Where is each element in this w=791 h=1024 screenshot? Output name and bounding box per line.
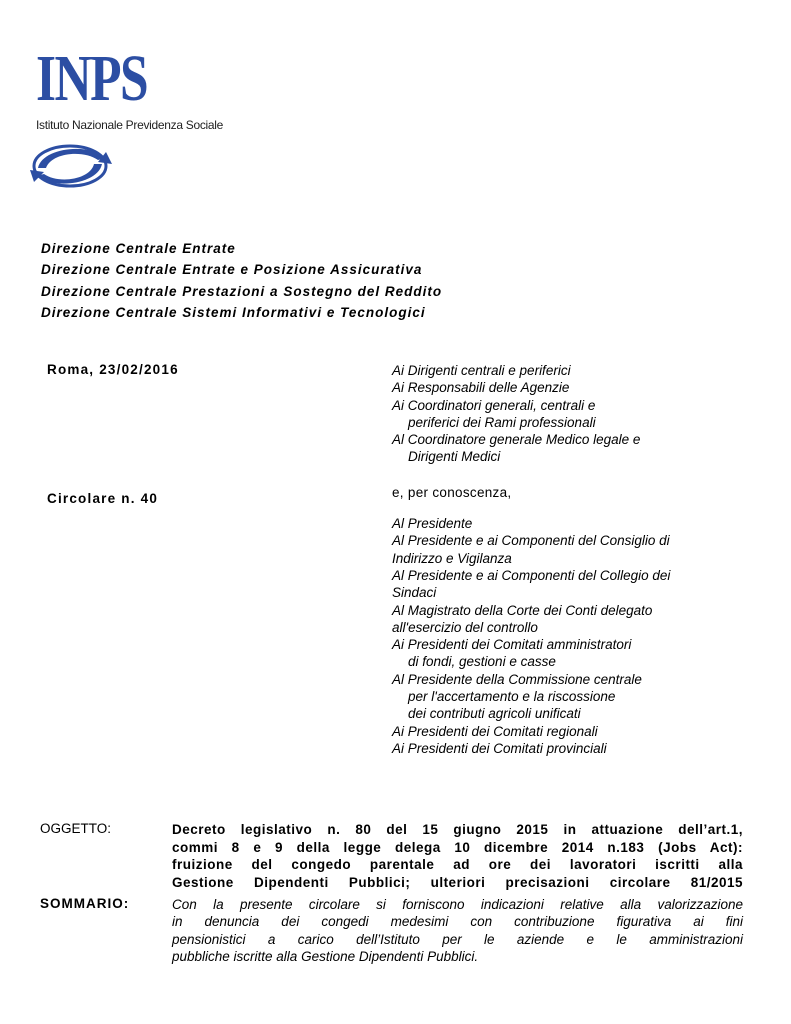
cc-recipient-line: Ai Presidenti dei Comitati regionali — [392, 723, 598, 739]
cc-recipient-line: per l'accertamento e la riscossione — [408, 689, 616, 705]
summary-line: in denuncia dei congedi medesimi con contribuzione figurativa ai fini — [172, 914, 743, 930]
recipient-line: Ai Coordinatori generali, centrali e — [392, 397, 596, 413]
cc-label: e, per conoscenza, — [392, 484, 512, 500]
summary-label: SOMMARIO: — [40, 896, 130, 911]
subject-text — [172, 821, 743, 891]
directorate-line: Direzione Centrale Prestazioni a Sostegno del Reddito — [41, 283, 443, 299]
inps-arrows-icon — [28, 138, 118, 194]
cc-recipient-line: all'esercizio del controllo — [392, 619, 538, 635]
subject-line: Gestione Dipendenti Pubblici; ulteriori precisazioni circolare 81/2015 — [172, 874, 743, 890]
cc-recipient-line: Indirizzo e Vigilanza — [392, 550, 512, 566]
recipient-line: Ai Dirigenti centrali e periferici — [392, 363, 571, 378]
summary-line: pubbliche iscritte alla Gestione Dipendenti Pubblici. — [172, 948, 479, 964]
cc-recipient-line: Ai Presidenti dei Comitati amministratori — [392, 637, 632, 653]
recipients-block — [392, 362, 670, 757]
cc-recipient-line: Al Presidente e ai Componenti del Consiglio di — [392, 533, 670, 549]
cc-recipient-line: Al Presidente e ai Componenti del Collegio dei — [392, 567, 671, 583]
recipient-line: Ai Responsabili delle Agenzie — [392, 380, 570, 396]
circular-number: Circolare n. 40 — [47, 491, 159, 506]
directorate-line: Direzione Centrale Entrate — [41, 241, 236, 256]
cc-recipient-line: Al Magistrato della Corte dei Conti delegato — [392, 602, 653, 618]
inps-logo — [36, 42, 266, 196]
summary-line: pensionistici a carico dell’Istituto per le aziende e le amministrazioni — [172, 931, 743, 947]
logo-title: INPS — [36, 42, 148, 115]
cc-recipient-line: Ai Presidenti dei Comitati provinciali — [392, 740, 607, 756]
subject-line: Decreto legislativo n. 80 del 15 giugno 2015 in attuazione dell’art.1, — [172, 822, 743, 837]
summary-line: Con la presente circolare si forniscono indicazioni relative alla valorizzazione — [172, 897, 743, 912]
recipient-line: Dirigenti Medici — [408, 449, 501, 465]
subject-line: commi 8 e 9 della legge delega 10 dicembre 2014 n.183 (Jobs Act): — [172, 839, 743, 855]
directorate-line: Direzione Centrale Sistemi Informativi e Tecnologici — [41, 304, 426, 320]
subject-label: OGGETTO: — [40, 821, 112, 836]
cc-recipient-line: di fondi, gestioni e casse — [408, 654, 556, 670]
directorate-line: Direzione Centrale Entrate e Posizione Assicurativa — [41, 262, 423, 278]
cc-recipient-line: Al Presidente — [392, 516, 473, 532]
logo-subtitle: Istituto Nazionale Previdenza Sociale — [36, 118, 224, 132]
cc-recipient-line: Sindaci — [392, 585, 437, 601]
summary-text — [172, 896, 743, 965]
subject-line: fruizione del congedo parentale ad ore dei lavoratori iscritti alla — [172, 857, 743, 873]
recipient-line: periferici dei Rami professionali — [408, 414, 596, 430]
directorates-list — [41, 238, 442, 323]
cc-recipient-line: dei contributi agricoli unificati — [408, 706, 581, 722]
recipient-line: Al Coordinatore generale Medico legale e — [392, 432, 641, 448]
document-date: Roma, 23/02/2016 — [47, 362, 179, 377]
cc-recipient-line: Al Presidente della Commissione centrale — [392, 671, 642, 687]
